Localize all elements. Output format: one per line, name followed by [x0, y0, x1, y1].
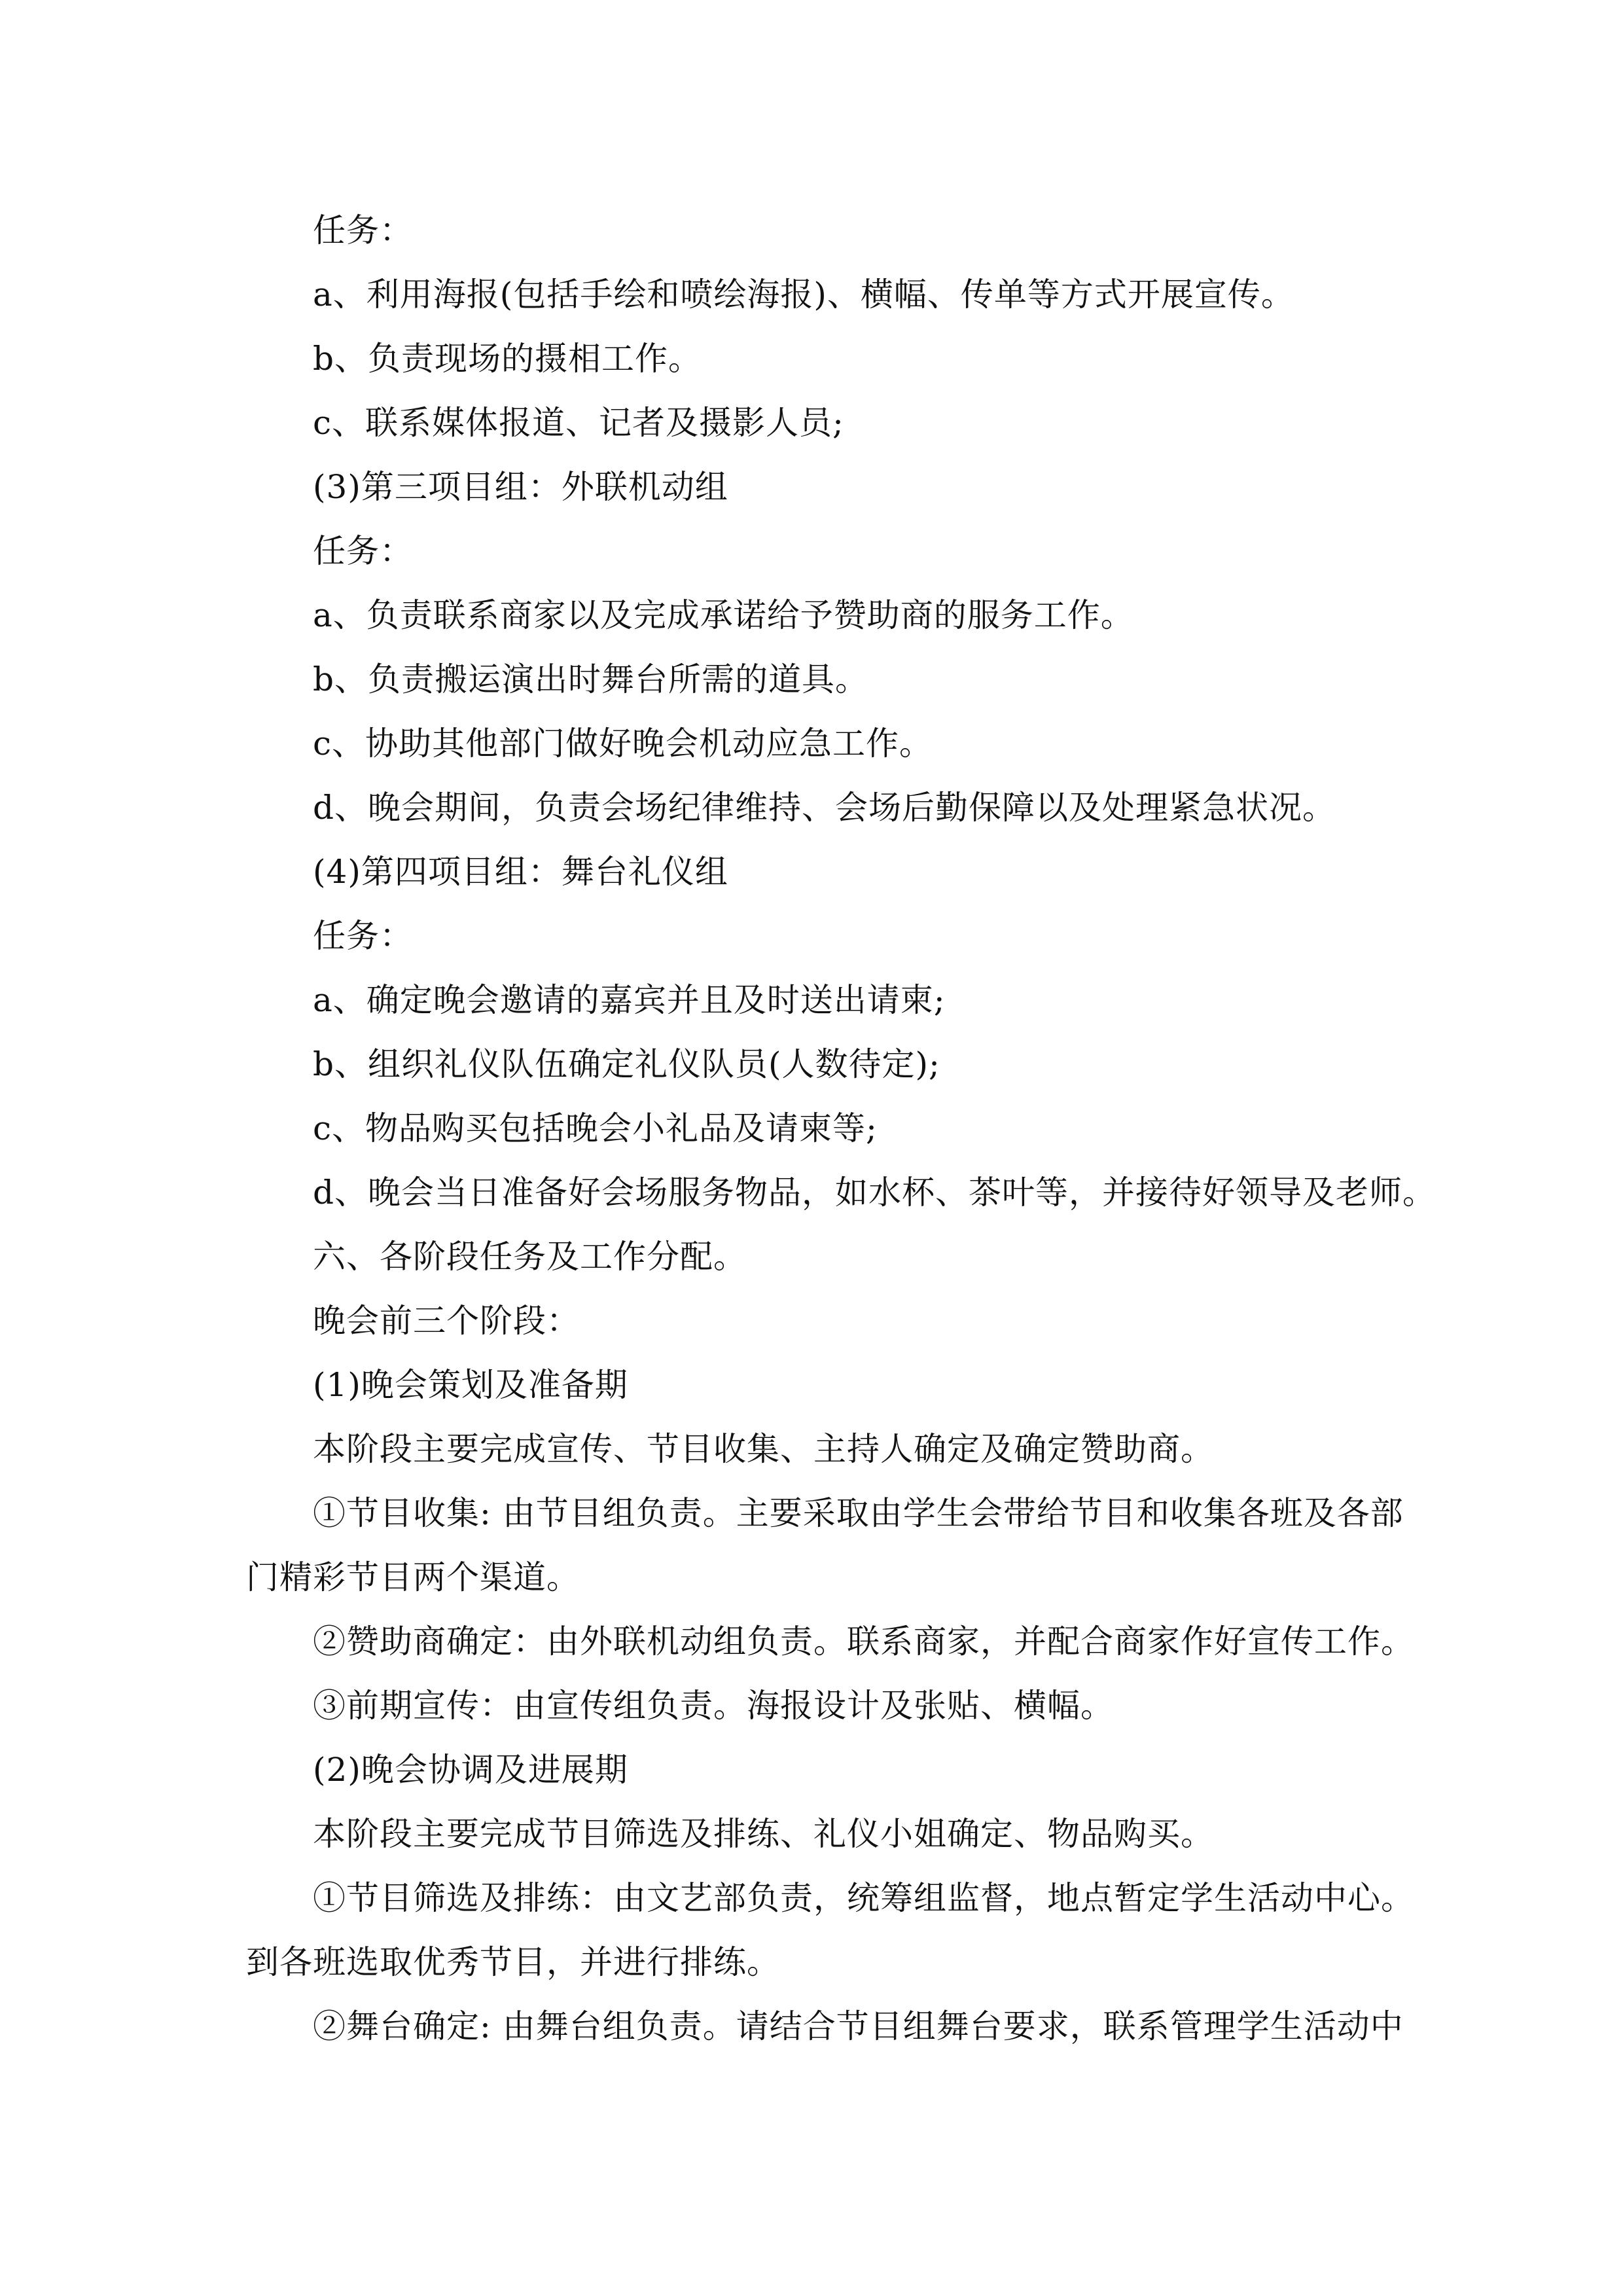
text-line: b、负责现场的摄相工作。: [313, 340, 702, 378]
text-line: 本阶段主要完成节目筛选及排练、礼仪小姐确定、物品购买。: [313, 1815, 1214, 1853]
text-line: c、协助其他部门做好晚会机动应急工作。: [313, 725, 933, 762]
text-line: 任务：: [313, 211, 413, 249]
text-line: (2)晚会协调及进展期: [313, 1751, 628, 1789]
text-line: 晚会前三个阶段：: [313, 1302, 580, 1340]
text-line: (3)第三项目组：外联机动组: [313, 468, 728, 506]
text-line: a、利用海报(包括手绘和喷绘海报)、横幅、传单等方式开展宣传。: [313, 276, 1294, 314]
text-line: ②舞台确定: 由舞台组负责。请结合节目组舞台要求，联系管理学生活动中: [313, 2007, 1404, 2045]
text-line: (1)晚会策划及准备期: [313, 1366, 628, 1404]
text-line: a、负责联系商家以及完成承诺给予赞助商的服务工作。: [313, 596, 1134, 634]
text-line: 本阶段主要完成宣传、节目收集、主持人确定及确定赞助商。: [313, 1430, 1214, 1468]
text-line: b、组织礼仪队伍确定礼仪队员(人数待定);: [313, 1045, 940, 1083]
text-line: 六、各阶段任务及工作分配。: [313, 1238, 747, 1276]
text-line: ②赞助商确定：由外联机动组负责。联系商家，并配合商家作好宣传工作。: [313, 1623, 1414, 1660]
text-line: b、负责搬运演出时舞台所需的道具。: [313, 660, 869, 698]
text-line: 任务：: [313, 917, 413, 955]
text-line: c、联系媒体报道、记者及摄影人员;: [313, 404, 844, 442]
text-line: (4)第四项目组：舞台礼仪组: [313, 853, 728, 891]
text-line: d、晚会当日准备好会场服务物品，如水杯、茶叶等，并接待好领导及老师。: [313, 1174, 1436, 1211]
text-line: ③前期宣传：由宣传组负责。海报设计及张贴、横幅。: [313, 1687, 1114, 1725]
text-line: ①节目筛选及排练：由文艺部负责，统筹组监督，地点暂定学生活动中心。: [313, 1879, 1414, 1917]
text-line: c、物品购买包括晚会小礼品及请柬等;: [313, 1109, 878, 1147]
text-line: 门精彩节目两个渠道。: [246, 1558, 580, 1596]
text-line: ①节目收集: 由节目组负责。主要采取由学生会带给节目和收集各班及各部: [313, 1494, 1404, 1532]
text-line: a、确定晚会邀请的嘉宾并且及时送出请柬;: [313, 981, 946, 1019]
text-line: 到各班选取优秀节目，并进行排练。: [246, 1943, 780, 1981]
text-line: d、晚会期间，负责会场纪律维持、会场后勤保障以及处理紧急状况。: [313, 789, 1336, 827]
text-line: 任务：: [313, 532, 413, 570]
